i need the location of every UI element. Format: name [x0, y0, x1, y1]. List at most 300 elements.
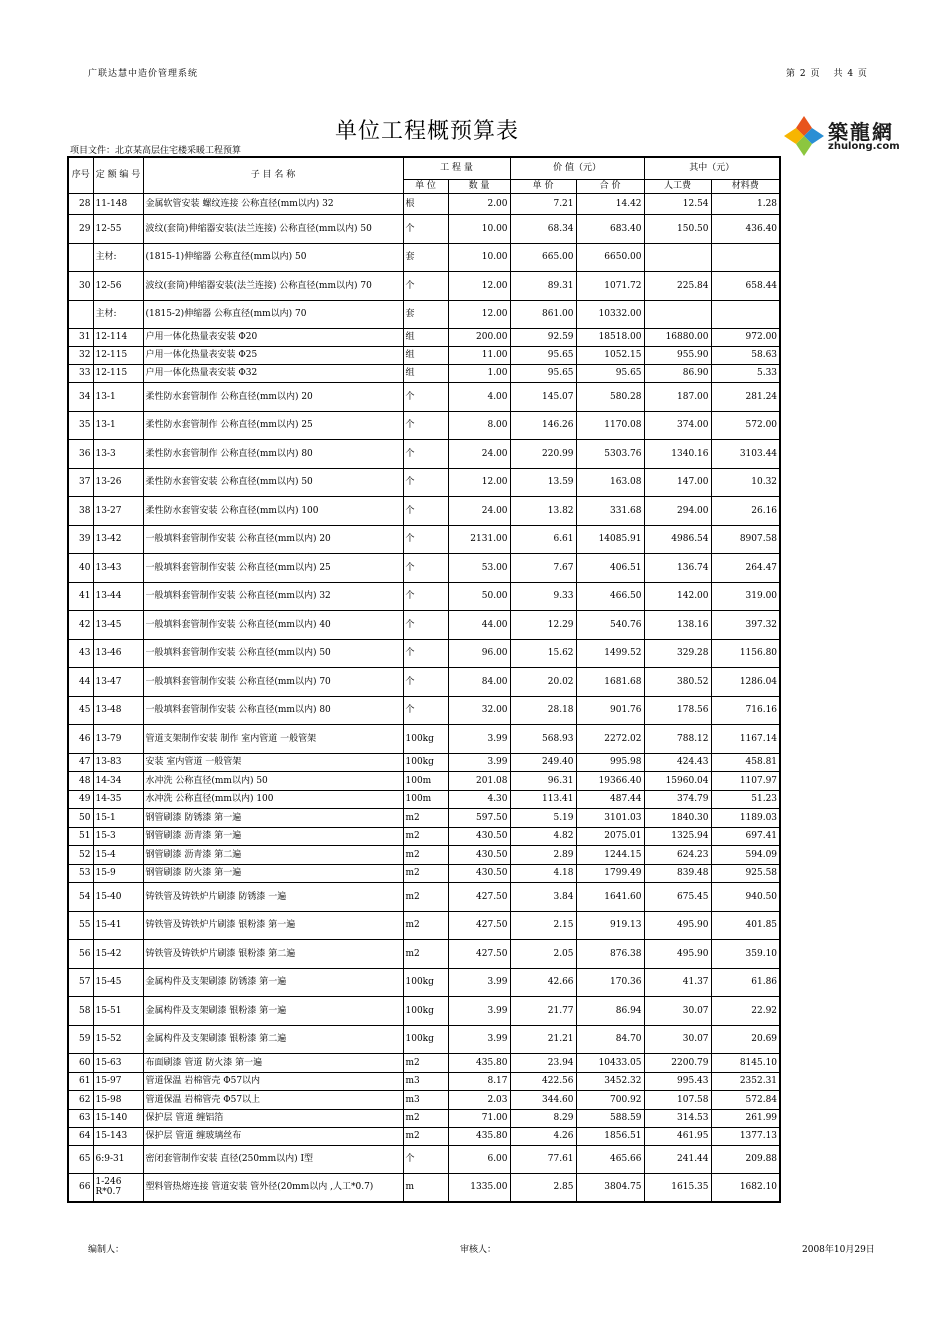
table-row — [68, 1053, 780, 1072]
row-total: 2075.01 — [576, 827, 644, 845]
row-unit: 个 — [403, 1145, 448, 1173]
row-name: 户用一体化热量表安装 Φ25 — [143, 346, 403, 364]
row-total: 580.28 — [576, 382, 644, 411]
row-labor: 1840.30 — [644, 808, 711, 827]
table-row — [68, 582, 780, 610]
table-row — [68, 243, 780, 271]
row-unit: m2 — [403, 1053, 448, 1072]
row-seq — [68, 243, 93, 271]
row-labor: 1325.94 — [644, 827, 711, 845]
row-code: 12-114 — [93, 328, 143, 346]
row-total: 5303.76 — [576, 439, 644, 468]
row-price: 861.00 — [510, 300, 576, 328]
row-labor: 178.56 — [644, 696, 711, 724]
row-name: 钢管刷漆 防锈漆 第一遍 — [143, 808, 403, 827]
table-row — [68, 553, 780, 582]
row-material: 2352.31 — [711, 1072, 780, 1090]
row-qty: 3.99 — [448, 968, 510, 996]
row-price: 92.59 — [510, 328, 576, 346]
table-row — [68, 911, 780, 939]
row-seq: 37 — [68, 468, 93, 496]
row-name: 一般填料套管制作安装 公称直径(mm以内) 80 — [143, 696, 403, 724]
row-material: 1189.03 — [711, 808, 780, 827]
row-code: 15-40 — [93, 882, 143, 911]
row-qty: 2.00 — [448, 193, 510, 214]
row-qty: 200.00 — [448, 328, 510, 346]
col-seq: 序号 — [68, 157, 93, 193]
row-seq: 63 — [68, 1109, 93, 1127]
row-labor: 107.58 — [644, 1090, 711, 1109]
row-code: 13-26 — [93, 468, 143, 496]
row-seq: 29 — [68, 214, 93, 243]
row-material: 319.00 — [711, 582, 780, 610]
row-total: 901.76 — [576, 696, 644, 724]
row-name: 一般填料套管制作安装 公称直径(mm以内) 40 — [143, 610, 403, 639]
page-title: 单位工程概预算表 — [335, 119, 520, 144]
row-total: 466.50 — [576, 582, 644, 610]
row-name: 户用一体化热量表安装 Φ32 — [143, 364, 403, 382]
compiler-label: 编制人： — [88, 1245, 125, 1255]
row-name: 水冲洗 公称直径(mm以内) 50 — [143, 771, 403, 790]
row-seq: 47 — [68, 753, 93, 771]
logo-chinese: 築龍網 — [828, 120, 894, 144]
row-material: 716.16 — [711, 696, 780, 724]
row-material: 401.85 — [711, 911, 780, 939]
row-material: 20.69 — [711, 1025, 780, 1053]
row-price: 3.84 — [510, 882, 576, 911]
row-price: 344.60 — [510, 1090, 576, 1109]
row-price: 5.19 — [510, 808, 576, 827]
row-total: 465.66 — [576, 1145, 644, 1173]
row-total: 18518.00 — [576, 328, 644, 346]
row-code: 13-46 — [93, 639, 143, 667]
row-price: 146.26 — [510, 411, 576, 439]
row-unit: 个 — [403, 468, 448, 496]
row-seq: 34 — [68, 382, 93, 411]
row-labor: 839.48 — [644, 864, 711, 882]
row-total: 406.51 — [576, 553, 644, 582]
row-qty: 430.50 — [448, 827, 510, 845]
table-row — [68, 724, 780, 753]
row-code: 15-3 — [93, 827, 143, 845]
row-labor: 16880.00 — [644, 328, 711, 346]
row-name: 户用一体化热量表安装 Φ20 — [143, 328, 403, 346]
row-name: 波纹(套筒)伸缩器安装(法兰连接) 公称直径(mm以内) 50 — [143, 214, 403, 243]
table-row — [68, 790, 780, 808]
row-seq: 44 — [68, 667, 93, 696]
row-total: 14.42 — [576, 193, 644, 214]
row-code: 15-52 — [93, 1025, 143, 1053]
row-qty: 3.99 — [448, 753, 510, 771]
row-name: 水冲洗 公称直径(mm以内) 100 — [143, 790, 403, 808]
row-name: 一般填料套管制作安装 公称直径(mm以内) 20 — [143, 525, 403, 553]
table-row — [68, 214, 780, 243]
row-price: 28.18 — [510, 696, 576, 724]
table-row — [68, 328, 780, 346]
row-total: 19366.40 — [576, 771, 644, 790]
row-seq: 61 — [68, 1072, 93, 1090]
row-unit: m3 — [403, 1072, 448, 1090]
row-labor: 241.44 — [644, 1145, 711, 1173]
row-total: 84.70 — [576, 1025, 644, 1053]
row-code: 13-27 — [93, 496, 143, 525]
row-material: 209.88 — [711, 1145, 780, 1173]
page-number: 第 2 页 — [786, 69, 820, 79]
row-seq: 65 — [68, 1145, 93, 1173]
row-total: 163.08 — [576, 468, 644, 496]
row-material: 658.44 — [711, 271, 780, 300]
row-unit: 100kg — [403, 724, 448, 753]
row-qty: 3.99 — [448, 724, 510, 753]
table-row — [68, 1072, 780, 1090]
row-seq: 43 — [68, 639, 93, 667]
row-name: 柔性防水套管制作 公称直径(mm以内) 25 — [143, 411, 403, 439]
row-price: 4.82 — [510, 827, 576, 845]
row-name: 铸铁管及铸铁炉片刷漆 银粉漆 第一遍 — [143, 911, 403, 939]
row-code: 15-51 — [93, 996, 143, 1025]
row-unit: m2 — [403, 864, 448, 882]
row-qty: 24.00 — [448, 496, 510, 525]
row-labor: 150.50 — [644, 214, 711, 243]
row-name: 一般填料套管制作安装 公称直径(mm以内) 25 — [143, 553, 403, 582]
row-material: 572.84 — [711, 1090, 780, 1109]
row-material — [711, 300, 780, 328]
row-code: 12-55 — [93, 214, 143, 243]
row-material: 5.33 — [711, 364, 780, 382]
row-price: 21.21 — [510, 1025, 576, 1053]
row-unit: 根 — [403, 193, 448, 214]
row-material: 972.00 — [711, 328, 780, 346]
row-unit: m2 — [403, 882, 448, 911]
row-unit: 个 — [403, 525, 448, 553]
row-unit: 个 — [403, 696, 448, 724]
row-name: 一般填料套管制作安装 公称直径(mm以内) 70 — [143, 667, 403, 696]
row-name: 金属软管安装 螺纹连接 公称直径(mm以内) 32 — [143, 193, 403, 214]
row-total: 3452.32 — [576, 1072, 644, 1090]
row-name: 管道支架制作安装 制作 室内管道 一般管架 — [143, 724, 403, 753]
row-price: 21.77 — [510, 996, 576, 1025]
col-qty: 数 量 — [448, 179, 510, 193]
row-unit: 套 — [403, 243, 448, 271]
row-labor: 30.07 — [644, 1025, 711, 1053]
row-labor: 995.43 — [644, 1072, 711, 1090]
row-total: 1641.60 — [576, 882, 644, 911]
table-row — [68, 610, 780, 639]
row-labor: 1340.16 — [644, 439, 711, 468]
row-price: 2.85 — [510, 1173, 576, 1202]
row-unit: 个 — [403, 439, 448, 468]
table-body — [68, 193, 780, 1202]
row-code: 13-45 — [93, 610, 143, 639]
row-unit: 个 — [403, 667, 448, 696]
row-qty: 597.50 — [448, 808, 510, 827]
row-material: 1286.04 — [711, 667, 780, 696]
row-material: 8145.10 — [711, 1053, 780, 1072]
row-seq: 56 — [68, 939, 93, 968]
row-total: 876.38 — [576, 939, 644, 968]
row-code: 13-1 — [93, 411, 143, 439]
row-unit: m2 — [403, 845, 448, 864]
row-material: 22.92 — [711, 996, 780, 1025]
row-material: 1107.97 — [711, 771, 780, 790]
row-price: 568.93 — [510, 724, 576, 753]
row-name: 金属构件及支架刷漆 银粉漆 第一遍 — [143, 996, 403, 1025]
row-labor: 329.28 — [644, 639, 711, 667]
row-labor: 374.00 — [644, 411, 711, 439]
row-qty: 3.99 — [448, 1025, 510, 1053]
row-price: 95.65 — [510, 364, 576, 382]
row-code: 主材: — [93, 243, 143, 271]
row-qty: 2.03 — [448, 1090, 510, 1109]
row-name: 铸铁管及铸铁炉片刷漆 银粉漆 第二遍 — [143, 939, 403, 968]
row-qty: 430.50 — [448, 845, 510, 864]
row-qty: 84.00 — [448, 667, 510, 696]
row-unit: m2 — [403, 939, 448, 968]
row-qty: 435.80 — [448, 1127, 510, 1145]
row-labor: 225.84 — [644, 271, 711, 300]
table-row — [68, 639, 780, 667]
row-price: 23.94 — [510, 1053, 576, 1072]
row-seq: 59 — [68, 1025, 93, 1053]
row-code: 13-79 — [93, 724, 143, 753]
col-unit: 单 位 — [403, 179, 448, 193]
row-seq — [68, 300, 93, 328]
row-unit: m2 — [403, 827, 448, 845]
row-labor: 15960.04 — [644, 771, 711, 790]
row-code: 1-246 R*0.7 — [93, 1173, 143, 1202]
table-row — [68, 996, 780, 1025]
row-seq: 53 — [68, 864, 93, 882]
row-material: 1.28 — [711, 193, 780, 214]
col-name: 子 目 名 称 — [143, 157, 403, 193]
row-price: 95.65 — [510, 346, 576, 364]
row-code: 13-43 — [93, 553, 143, 582]
row-material: 261.99 — [711, 1109, 780, 1127]
row-name: 一般填料套管制作安装 公称直径(mm以内) 50 — [143, 639, 403, 667]
row-unit: 个 — [403, 639, 448, 667]
row-labor: 147.00 — [644, 468, 711, 496]
row-seq: 35 — [68, 411, 93, 439]
row-seq: 46 — [68, 724, 93, 753]
zhulong-logo — [782, 114, 912, 158]
col-material: 材料费 — [711, 179, 780, 193]
row-name: 管道保温 岩棉管壳 Φ57以上 — [143, 1090, 403, 1109]
col-quantity-group: 工 程 量 — [403, 157, 510, 179]
row-price: 665.00 — [510, 243, 576, 271]
row-qty: 4.30 — [448, 790, 510, 808]
row-code: 15-41 — [93, 911, 143, 939]
row-code: 15-1 — [93, 808, 143, 827]
row-name: (1815-2)伸缩器 公称直径(mm以内) 70 — [143, 300, 403, 328]
row-code: 13-47 — [93, 667, 143, 696]
row-total: 3101.03 — [576, 808, 644, 827]
row-seq: 60 — [68, 1053, 93, 1072]
row-code: 12-115 — [93, 346, 143, 364]
row-unit: 个 — [403, 496, 448, 525]
row-labor: 374.79 — [644, 790, 711, 808]
row-total: 1799.49 — [576, 864, 644, 882]
row-name: (1815-1)伸缩器 公称直径(mm以内) 50 — [143, 243, 403, 271]
row-price: 4.26 — [510, 1127, 576, 1145]
table-row — [68, 1090, 780, 1109]
row-code: 6:9-31 — [93, 1145, 143, 1173]
row-unit: 100kg — [403, 996, 448, 1025]
row-total: 1856.51 — [576, 1127, 644, 1145]
row-name: 金属构件及支架刷漆 防锈漆 第一遍 — [143, 968, 403, 996]
row-name: 铸铁管及铸铁炉片刷漆 防锈漆 一遍 — [143, 882, 403, 911]
row-total: 1244.15 — [576, 845, 644, 864]
row-unit: m2 — [403, 1127, 448, 1145]
row-qty: 2131.00 — [448, 525, 510, 553]
row-labor: 86.90 — [644, 364, 711, 382]
row-code: 15-45 — [93, 968, 143, 996]
row-labor: 675.45 — [644, 882, 711, 911]
row-qty: 1.00 — [448, 364, 510, 382]
row-qty: 427.50 — [448, 911, 510, 939]
row-total: 10433.05 — [576, 1053, 644, 1072]
row-code: 15-4 — [93, 845, 143, 864]
row-unit: 个 — [403, 214, 448, 243]
row-name: 保护层 管道 缠铝箔 — [143, 1109, 403, 1127]
row-labor: 1615.35 — [644, 1173, 711, 1202]
row-labor: 495.90 — [644, 911, 711, 939]
row-qty: 201.08 — [448, 771, 510, 790]
row-qty: 6.00 — [448, 1145, 510, 1173]
row-code: 13-1 — [93, 382, 143, 411]
row-seq: 66 — [68, 1173, 93, 1202]
row-material: 359.10 — [711, 939, 780, 968]
row-labor: 30.07 — [644, 996, 711, 1025]
row-price: 7.67 — [510, 553, 576, 582]
row-qty: 11.00 — [448, 346, 510, 364]
row-material: 264.47 — [711, 553, 780, 582]
row-total: 1071.72 — [576, 271, 644, 300]
row-qty: 4.00 — [448, 382, 510, 411]
row-labor: 461.95 — [644, 1127, 711, 1145]
row-labor: 187.00 — [644, 382, 711, 411]
row-material: 436.40 — [711, 214, 780, 243]
row-labor: 380.52 — [644, 667, 711, 696]
report-date: 2008年10月29日 — [802, 1245, 875, 1255]
row-unit: 个 — [403, 411, 448, 439]
row-unit: 个 — [403, 382, 448, 411]
row-price: 422.56 — [510, 1072, 576, 1090]
row-qty: 430.50 — [448, 864, 510, 882]
row-name: 柔性防水套管制作 公称直径(mm以内) 80 — [143, 439, 403, 468]
row-material: 281.24 — [711, 382, 780, 411]
row-total: 331.68 — [576, 496, 644, 525]
row-qty: 8.00 — [448, 411, 510, 439]
col-labor: 人工费 — [644, 179, 711, 193]
row-qty: 50.00 — [448, 582, 510, 610]
row-qty: 10.00 — [448, 243, 510, 271]
row-seq: 55 — [68, 911, 93, 939]
row-qty: 12.00 — [448, 271, 510, 300]
row-code: 13-83 — [93, 753, 143, 771]
system-name: 广联达慧中造价管理系统 — [88, 69, 199, 79]
row-code: 13-48 — [93, 696, 143, 724]
row-material: 1377.13 — [711, 1127, 780, 1145]
row-labor: 788.12 — [644, 724, 711, 753]
table-row — [68, 1109, 780, 1127]
row-seq: 49 — [68, 790, 93, 808]
row-qty: 53.00 — [448, 553, 510, 582]
row-total: 2272.02 — [576, 724, 644, 753]
row-price: 12.29 — [510, 610, 576, 639]
row-total: 95.65 — [576, 364, 644, 382]
row-price: 96.31 — [510, 771, 576, 790]
table-row — [68, 827, 780, 845]
table-row — [68, 667, 780, 696]
row-labor: 424.43 — [644, 753, 711, 771]
row-seq: 64 — [68, 1127, 93, 1145]
row-unit: 组 — [403, 346, 448, 364]
row-material: 1167.14 — [711, 724, 780, 753]
row-total: 487.44 — [576, 790, 644, 808]
table-row — [68, 1145, 780, 1173]
row-price: 4.18 — [510, 864, 576, 882]
row-material: 397.32 — [711, 610, 780, 639]
row-material: 572.00 — [711, 411, 780, 439]
row-labor: 4986.54 — [644, 525, 711, 553]
table-row — [68, 845, 780, 864]
row-code: 15-140 — [93, 1109, 143, 1127]
page-total: 共 4 页 — [833, 69, 867, 79]
row-total: 588.59 — [576, 1109, 644, 1127]
row-labor: 138.16 — [644, 610, 711, 639]
col-code: 定 额 编 号 — [93, 157, 143, 193]
table-row — [68, 1173, 780, 1202]
row-labor: 294.00 — [644, 496, 711, 525]
row-unit: 个 — [403, 271, 448, 300]
row-qty: 96.00 — [448, 639, 510, 667]
row-name: 钢管刷漆 沥青漆 第二遍 — [143, 845, 403, 864]
row-code: 13-3 — [93, 439, 143, 468]
row-price: 8.29 — [510, 1109, 576, 1127]
row-code: 15-63 — [93, 1053, 143, 1072]
row-labor: 955.90 — [644, 346, 711, 364]
row-price: 2.05 — [510, 939, 576, 968]
row-name: 钢管刷漆 沥青漆 第一遍 — [143, 827, 403, 845]
row-code: 主材: — [93, 300, 143, 328]
table-row — [68, 346, 780, 364]
row-code: 14-34 — [93, 771, 143, 790]
row-seq: 52 — [68, 845, 93, 864]
row-qty: 44.00 — [448, 610, 510, 639]
row-qty: 12.00 — [448, 300, 510, 328]
row-seq: 58 — [68, 996, 93, 1025]
row-total: 700.92 — [576, 1090, 644, 1109]
logo-mark-icon — [782, 114, 826, 158]
table-row — [68, 882, 780, 911]
table-row — [68, 968, 780, 996]
row-qty: 435.80 — [448, 1053, 510, 1072]
row-name: 一般填料套管制作安装 公称直径(mm以内) 32 — [143, 582, 403, 610]
row-unit: 组 — [403, 328, 448, 346]
row-seq: 28 — [68, 193, 93, 214]
row-unit: m2 — [403, 808, 448, 827]
row-seq: 51 — [68, 827, 93, 845]
row-unit: 100kg — [403, 753, 448, 771]
table-row — [68, 525, 780, 553]
row-price: 68.34 — [510, 214, 576, 243]
row-code: 15-97 — [93, 1072, 143, 1090]
table-row — [68, 193, 780, 214]
row-price: 6.61 — [510, 525, 576, 553]
row-code: 13-44 — [93, 582, 143, 610]
row-total: 1052.15 — [576, 346, 644, 364]
row-code: 15-98 — [93, 1090, 143, 1109]
